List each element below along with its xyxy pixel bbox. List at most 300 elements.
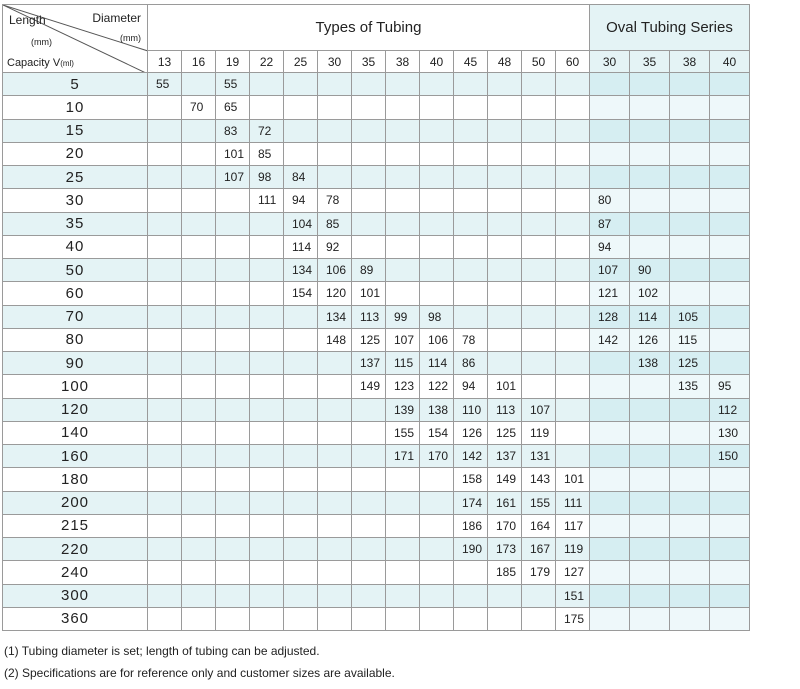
table-row: [3, 328, 750, 351]
length-cell: [182, 235, 216, 258]
length-cell: [352, 445, 386, 468]
length-cell: [148, 398, 182, 421]
length-cell: [556, 73, 590, 96]
length-cell: [148, 305, 182, 328]
table-row: [3, 119, 750, 142]
length-cell: 107: [522, 398, 556, 421]
length-cell: 174: [454, 491, 488, 514]
table-row: [3, 538, 750, 561]
length-cell: [420, 491, 454, 514]
footnote-1: (1) Tubing diameter is set; length of tubing can be adjusted.: [4, 644, 320, 658]
length-cell: [556, 119, 590, 142]
length-cell: [522, 584, 556, 607]
length-cell: 161: [488, 491, 522, 514]
length-cell: [250, 491, 284, 514]
oval-length-cell: [590, 421, 630, 444]
length-cell: [522, 189, 556, 212]
length-cell: [216, 212, 250, 235]
length-cell: [454, 259, 488, 282]
capacity-cell: 100: [3, 375, 148, 398]
length-cell: [352, 212, 386, 235]
length-cell: [250, 445, 284, 468]
length-cell: [216, 328, 250, 351]
length-cell: [488, 119, 522, 142]
length-cell: [182, 282, 216, 305]
length-label: Length: [9, 13, 46, 27]
length-cell: [454, 142, 488, 165]
length-cell: [420, 514, 454, 537]
length-unit: (mm): [31, 37, 52, 47]
length-cell: 186: [454, 514, 488, 537]
table-row: [3, 352, 750, 375]
length-cell: [250, 73, 284, 96]
length-cell: [488, 607, 522, 630]
length-cell: [148, 514, 182, 537]
length-cell: [182, 398, 216, 421]
length-cell: [318, 468, 352, 491]
length-cell: [386, 142, 420, 165]
length-cell: [386, 166, 420, 189]
capacity-cell: 70: [3, 305, 148, 328]
length-cell: [556, 375, 590, 398]
oval-length-cell: [630, 398, 670, 421]
length-cell: 134: [284, 259, 318, 282]
length-cell: [556, 445, 590, 468]
length-cell: [318, 166, 352, 189]
table-row: [3, 259, 750, 282]
length-cell: 175: [556, 607, 590, 630]
oval-tubing-series-header: Oval Tubing Series: [590, 5, 750, 51]
oval-length-cell: [670, 212, 710, 235]
footnote-2: (2) Specifications are for reference only and customer sizes are available.: [4, 666, 395, 680]
length-cell: [284, 491, 318, 514]
oval-length-cell: [590, 468, 630, 491]
length-cell: [488, 166, 522, 189]
length-cell: [284, 352, 318, 375]
length-cell: 106: [420, 328, 454, 351]
oval-length-cell: 95: [710, 375, 750, 398]
length-cell: 125: [352, 328, 386, 351]
diameter-header-48: 48: [488, 51, 522, 73]
length-cell: 119: [556, 538, 590, 561]
length-cell: [454, 73, 488, 96]
oval-length-cell: 130: [710, 421, 750, 444]
length-cell: [182, 352, 216, 375]
oval-length-cell: [590, 166, 630, 189]
length-cell: 115: [386, 352, 420, 375]
length-cell: [216, 514, 250, 537]
length-cell: [386, 259, 420, 282]
length-cell: [488, 189, 522, 212]
oval-length-cell: [590, 73, 630, 96]
length-cell: 179: [522, 561, 556, 584]
oval-length-cell: [630, 561, 670, 584]
length-cell: 101: [556, 468, 590, 491]
length-cell: [284, 96, 318, 119]
oval-length-cell: [590, 538, 630, 561]
length-cell: [284, 375, 318, 398]
length-cell: [216, 491, 250, 514]
length-cell: [420, 561, 454, 584]
oval-length-cell: [710, 189, 750, 212]
oval-length-cell: [630, 235, 670, 258]
length-cell: [148, 352, 182, 375]
length-cell: [386, 119, 420, 142]
oval-length-cell: 150: [710, 445, 750, 468]
table-row: [3, 584, 750, 607]
oval-length-cell: [590, 561, 630, 584]
oval-length-cell: [590, 607, 630, 630]
length-cell: [318, 445, 352, 468]
table-row: [3, 142, 750, 165]
table-row: [3, 445, 750, 468]
length-cell: 107: [386, 328, 420, 351]
length-cell: 99: [386, 305, 420, 328]
length-cell: [148, 607, 182, 630]
length-cell: [556, 96, 590, 119]
length-cell: [522, 119, 556, 142]
diameter-header-50: 50: [522, 51, 556, 73]
length-cell: [420, 142, 454, 165]
length-cell: [250, 96, 284, 119]
oval-length-cell: [670, 561, 710, 584]
length-cell: 78: [318, 189, 352, 212]
length-cell: 131: [522, 445, 556, 468]
length-cell: [182, 584, 216, 607]
length-cell: 173: [488, 538, 522, 561]
length-cell: [250, 584, 284, 607]
length-cell: [420, 538, 454, 561]
length-cell: [182, 375, 216, 398]
length-cell: [148, 212, 182, 235]
length-cell: [318, 538, 352, 561]
table-row: [3, 282, 750, 305]
oval-length-cell: 87: [590, 212, 630, 235]
oval-length-cell: 135: [670, 375, 710, 398]
length-cell: [182, 73, 216, 96]
length-cell: [420, 607, 454, 630]
length-cell: 149: [352, 375, 386, 398]
length-cell: 83: [216, 119, 250, 142]
capacity-unit: (ml): [60, 59, 74, 68]
length-cell: [284, 119, 318, 142]
length-cell: [250, 375, 284, 398]
length-cell: [454, 305, 488, 328]
length-cell: 164: [522, 514, 556, 537]
length-cell: 155: [386, 421, 420, 444]
length-cell: [284, 445, 318, 468]
length-cell: [216, 445, 250, 468]
oval-length-cell: [670, 491, 710, 514]
length-cell: [522, 375, 556, 398]
length-cell: 185: [488, 561, 522, 584]
length-cell: [250, 514, 284, 537]
length-cell: [386, 96, 420, 119]
length-cell: [556, 235, 590, 258]
length-cell: 119: [522, 421, 556, 444]
length-cell: [352, 607, 386, 630]
length-cell: 137: [352, 352, 386, 375]
length-cell: [318, 398, 352, 421]
length-cell: [386, 189, 420, 212]
length-cell: [318, 375, 352, 398]
table-row: [3, 212, 750, 235]
length-cell: [386, 607, 420, 630]
length-cell: [318, 514, 352, 537]
length-cell: 101: [216, 142, 250, 165]
capacity-cell: 90: [3, 352, 148, 375]
length-cell: [182, 538, 216, 561]
length-cell: 101: [352, 282, 386, 305]
oval-length-cell: [630, 491, 670, 514]
oval-length-cell: [590, 119, 630, 142]
table-row: [3, 514, 750, 537]
length-cell: [454, 119, 488, 142]
length-cell: 117: [556, 514, 590, 537]
length-cell: [216, 584, 250, 607]
oval-length-cell: [590, 142, 630, 165]
length-cell: 101: [488, 375, 522, 398]
length-cell: 104: [284, 212, 318, 235]
length-cell: 154: [284, 282, 318, 305]
oval-length-cell: [630, 445, 670, 468]
oval-length-cell: [630, 142, 670, 165]
length-cell: [216, 259, 250, 282]
oval-length-cell: [630, 468, 670, 491]
length-cell: [148, 142, 182, 165]
oval-length-cell: 105: [670, 305, 710, 328]
length-cell: [420, 166, 454, 189]
diameter-header-30: 30: [318, 51, 352, 73]
length-cell: 114: [420, 352, 454, 375]
oval-length-cell: [590, 491, 630, 514]
length-cell: [216, 352, 250, 375]
oval-length-cell: [590, 352, 630, 375]
capacity-cell: 30: [3, 189, 148, 212]
capacity-cell: 80: [3, 328, 148, 351]
oval-length-cell: [710, 607, 750, 630]
length-cell: [182, 561, 216, 584]
oval-length-cell: [710, 212, 750, 235]
oval-length-cell: [630, 607, 670, 630]
length-cell: [454, 166, 488, 189]
capacity-cell: 240: [3, 561, 148, 584]
length-cell: [216, 468, 250, 491]
length-cell: [386, 491, 420, 514]
oval-length-cell: 94: [590, 235, 630, 258]
oval-length-cell: [710, 584, 750, 607]
length-cell: [250, 235, 284, 258]
oval-length-cell: [710, 538, 750, 561]
length-cell: 107: [216, 166, 250, 189]
length-cell: 155: [522, 491, 556, 514]
oval-length-cell: 112: [710, 398, 750, 421]
oval-length-cell: [630, 514, 670, 537]
table-row: [3, 561, 750, 584]
length-cell: [148, 235, 182, 258]
capacity-cell: 35: [3, 212, 148, 235]
length-cell: [182, 212, 216, 235]
length-cell: [352, 398, 386, 421]
length-cell: [318, 421, 352, 444]
length-cell: [522, 328, 556, 351]
capacity-cell: 160: [3, 445, 148, 468]
table-row: [3, 468, 750, 491]
length-cell: [216, 282, 250, 305]
length-cell: 65: [216, 96, 250, 119]
length-cell: [386, 282, 420, 305]
oval-length-cell: [710, 166, 750, 189]
capacity-label: [7, 57, 74, 69]
length-cell: 70: [182, 96, 216, 119]
oval-diameter-header-38: 38: [670, 51, 710, 73]
diameter-header-13: 13: [148, 51, 182, 73]
length-cell: 149: [488, 468, 522, 491]
length-cell: [182, 445, 216, 468]
length-cell: [352, 96, 386, 119]
diameter-header-60: 60: [556, 51, 590, 73]
capacity-cell: 5: [3, 73, 148, 96]
oval-length-cell: [670, 584, 710, 607]
diameter-header-25: 25: [284, 51, 318, 73]
tubing-spec-table: [2, 4, 750, 631]
oval-length-cell: [630, 212, 670, 235]
length-cell: [386, 468, 420, 491]
oval-length-cell: [710, 119, 750, 142]
table-row: [3, 166, 750, 189]
length-cell: 114: [284, 235, 318, 258]
capacity-cell: 20: [3, 142, 148, 165]
length-cell: [216, 375, 250, 398]
length-cell: [148, 189, 182, 212]
length-cell: [454, 607, 488, 630]
oval-length-cell: 126: [630, 328, 670, 351]
length-cell: [284, 584, 318, 607]
diameter-header-40: 40: [420, 51, 454, 73]
length-cell: 138: [420, 398, 454, 421]
oval-length-cell: [710, 96, 750, 119]
oval-length-cell: 125: [670, 352, 710, 375]
length-cell: [454, 235, 488, 258]
length-cell: [522, 142, 556, 165]
length-cell: [182, 166, 216, 189]
length-cell: [352, 584, 386, 607]
length-cell: [488, 352, 522, 375]
table-row: [3, 305, 750, 328]
capacity-cell: 300: [3, 584, 148, 607]
length-cell: [148, 259, 182, 282]
oval-length-cell: [710, 491, 750, 514]
length-cell: [420, 235, 454, 258]
types-of-tubing-header: Types of Tubing: [148, 5, 590, 51]
length-cell: [148, 468, 182, 491]
oval-length-cell: [590, 96, 630, 119]
length-cell: [386, 584, 420, 607]
oval-length-cell: 80: [590, 189, 630, 212]
oval-diameter-header-30: 30: [590, 51, 630, 73]
oval-length-cell: [710, 282, 750, 305]
table-row: [3, 398, 750, 421]
length-cell: [522, 352, 556, 375]
oval-length-cell: [630, 119, 670, 142]
length-cell: [216, 561, 250, 584]
length-cell: [284, 514, 318, 537]
oval-length-cell: [710, 235, 750, 258]
capacity-cell: 120: [3, 398, 148, 421]
length-cell: 134: [318, 305, 352, 328]
length-cell: [182, 491, 216, 514]
length-cell: [182, 119, 216, 142]
oval-length-cell: [670, 119, 710, 142]
length-cell: [386, 514, 420, 537]
oval-length-cell: [590, 398, 630, 421]
table-row: [3, 73, 750, 96]
table-row: [3, 491, 750, 514]
length-cell: [182, 421, 216, 444]
length-cell: 151: [556, 584, 590, 607]
length-cell: [454, 96, 488, 119]
length-cell: 72: [250, 119, 284, 142]
length-cell: [216, 607, 250, 630]
length-cell: [454, 584, 488, 607]
length-cell: [522, 259, 556, 282]
oval-length-cell: [670, 445, 710, 468]
oval-length-cell: [590, 514, 630, 537]
length-cell: 127: [556, 561, 590, 584]
length-cell: 85: [318, 212, 352, 235]
oval-length-cell: [710, 142, 750, 165]
oval-diameter-header-35: 35: [630, 51, 670, 73]
diameter-header-35: 35: [352, 51, 386, 73]
length-cell: 94: [454, 375, 488, 398]
length-cell: [148, 166, 182, 189]
length-cell: [284, 421, 318, 444]
length-cell: [250, 538, 284, 561]
length-cell: [352, 421, 386, 444]
length-cell: [488, 235, 522, 258]
length-cell: [148, 328, 182, 351]
oval-length-cell: [590, 584, 630, 607]
header-row-groups: [3, 5, 750, 51]
footnotes: [4, 640, 395, 684]
oval-length-cell: [670, 166, 710, 189]
length-cell: [488, 259, 522, 282]
length-cell: [250, 561, 284, 584]
length-cell: [556, 282, 590, 305]
table-row: [3, 189, 750, 212]
length-cell: 142: [454, 445, 488, 468]
length-cell: [556, 189, 590, 212]
capacity-cell: 360: [3, 607, 148, 630]
length-cell: [148, 282, 182, 305]
length-cell: [148, 561, 182, 584]
length-cell: [318, 142, 352, 165]
table-row: [3, 96, 750, 119]
length-cell: [454, 282, 488, 305]
length-cell: [488, 584, 522, 607]
length-cell: [386, 73, 420, 96]
length-cell: [284, 607, 318, 630]
length-cell: [284, 73, 318, 96]
length-cell: [250, 282, 284, 305]
length-cell: [386, 235, 420, 258]
length-cell: 113: [488, 398, 522, 421]
diameter-unit: (mm): [120, 33, 141, 43]
length-cell: 139: [386, 398, 420, 421]
length-cell: [148, 584, 182, 607]
length-cell: [284, 538, 318, 561]
capacity-cell: 40: [3, 235, 148, 258]
